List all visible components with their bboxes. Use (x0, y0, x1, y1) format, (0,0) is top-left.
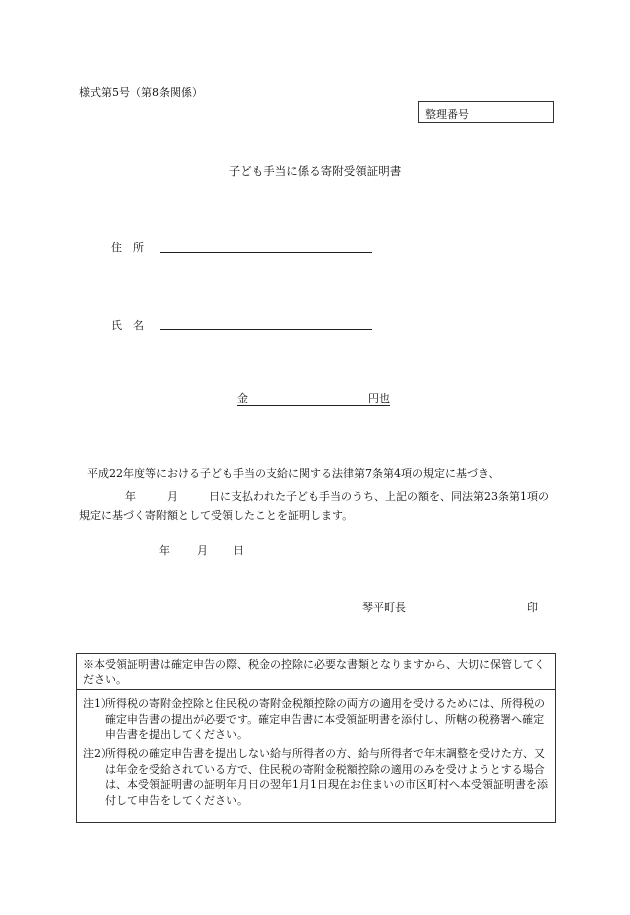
address-field-line[interactable] (160, 252, 372, 253)
storage-notice: ※本受領証明書は確定申告の際、税金の控除に必要な書類となりますから、大切に保管してください。 (77, 654, 555, 690)
note-2-text: 所得税の確定申告書を提出しない給与所得者の方、給与所得者で年末調整を受けた方、又は年金を受給されている方で、住民税の寄附金税額控除の適用のみを受けようとする場合は、本受領証明書の証明年月日の翌年1月1日現在お住まいの市区町村へ本受領証明書を添付して申告をしてください。 (105, 747, 548, 807)
address-label: 住 所 (111, 241, 144, 254)
note-1-tag: 注1） (83, 697, 112, 710)
name-label: 氏 名 (111, 319, 144, 332)
form-number: 様式第5号（第8条関係） (79, 86, 203, 99)
date-month-label: 月 (197, 544, 208, 557)
notes-box (76, 653, 556, 823)
body-month-label: 月 (167, 490, 178, 503)
body-day-text: 日に支払われた子ども手当のうち、上記の額を、同法第23条第1項の (209, 490, 549, 503)
amount-prefix: 金 (237, 392, 248, 405)
body-text-line-2 (87, 488, 557, 504)
body-year-label: 年 (125, 490, 136, 503)
note-1-text: 所得税の寄附金控除と住民税の寄附金税額控除の両方の適用を受けるためには、所得税の確定申告書の提出が必要です。確定申告書に本受領証明書を添付し、所轄の税務署へ確定申告書を提出してください。 (105, 697, 545, 742)
amount-field[interactable] (237, 390, 390, 406)
issuer-town-mayor: 琴平町長 (362, 601, 406, 614)
seal-mark: 印 (527, 601, 538, 614)
note-1 (83, 696, 549, 743)
body-text-line-1: 平成22年度等における子ども手当の支給に関する法律第7条第4項の規定に基づき、 (87, 467, 500, 480)
body-text-line-3: 規定に基づく寄附額として受領したことを証明します。 (79, 509, 354, 522)
note-2-tag: 注2） (83, 747, 112, 760)
certification-date (159, 542, 259, 558)
name-field-line[interactable] (160, 329, 372, 330)
date-day-label: 日 (233, 544, 244, 557)
document-title: 子ども手当に係る寄附受領証明書 (228, 164, 402, 178)
date-year-label: 年 (159, 544, 170, 557)
amount-suffix: 円也 (368, 392, 390, 405)
reference-number-box[interactable] (418, 101, 554, 123)
reference-number-label: 整理番号 (425, 108, 469, 121)
note-2 (83, 746, 549, 808)
